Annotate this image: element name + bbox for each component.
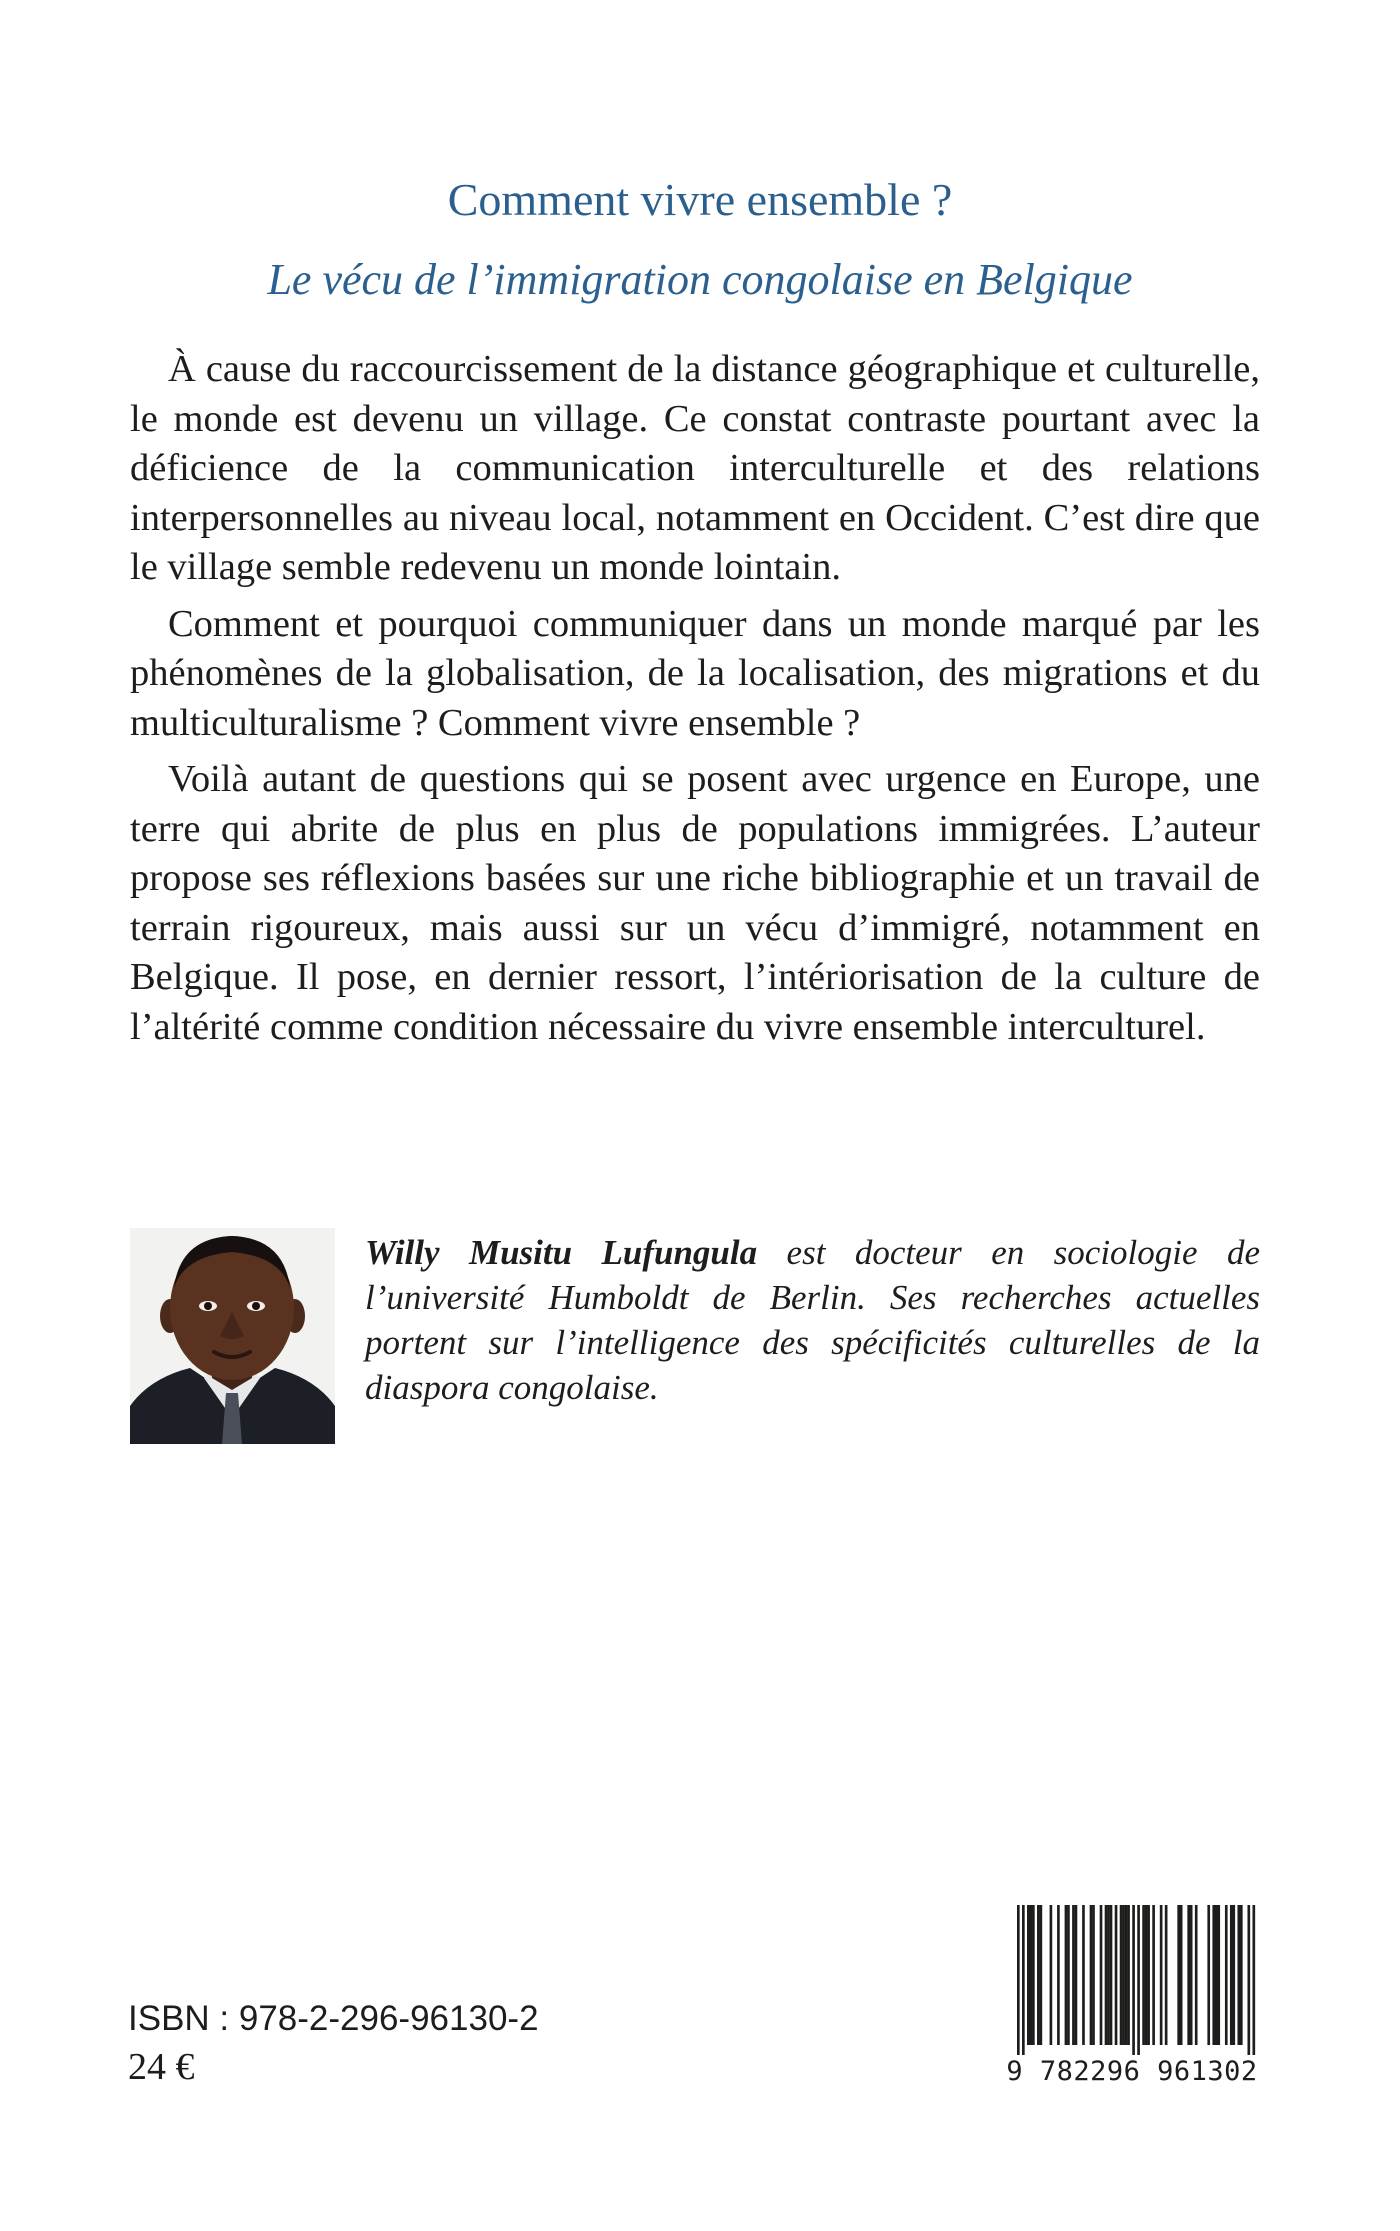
barcode-bar <box>1107 1905 1110 2045</box>
barcode-bar <box>1207 1905 1210 2045</box>
barcode-bar <box>1092 1905 1095 2045</box>
barcode-bar <box>1082 1905 1085 2045</box>
barcode-bar <box>1040 1905 1043 2045</box>
barcode-bar <box>1237 1905 1240 2045</box>
author-bio <box>365 1230 1260 1410</box>
barcode-bar <box>1125 1905 1128 2045</box>
barcode-bar <box>1252 1905 1255 2055</box>
barcode-bar <box>1212 1905 1215 2045</box>
barcode-bar <box>1037 1905 1040 2045</box>
barcode-bar <box>1217 1905 1220 2045</box>
barcode-bar <box>1022 1905 1025 2055</box>
barcode-bar <box>1075 1905 1078 2045</box>
barcode-bar <box>1067 1905 1070 2045</box>
author-photo <box>130 1228 335 1444</box>
barcode-bar <box>1195 1905 1198 2045</box>
barcode-bar <box>1132 1905 1135 2055</box>
barcode-bar <box>1127 1905 1130 2045</box>
barcode-bar <box>1065 1905 1068 2045</box>
book-subtitle: Le vécu de l’immigration congolaise en Belgique <box>267 255 1133 304</box>
book-title: Comment vivre ensemble ? <box>447 174 953 225</box>
barcode-bar <box>1187 1905 1190 2045</box>
barcode-bar <box>1030 1905 1033 2045</box>
barcode-bar <box>1137 1905 1140 2055</box>
summary-paragraph-1: À cause du raccourcissement de la distance géographique et culturelle, le monde est devenu un village. Ce constat contraste pourtant avec la déficience de la communication interculturelle et des relations interpersonnelles au niveau local, notamment en Occident. C’est dire que le village semble redevenu un monde lointain. <box>130 348 1260 588</box>
barcode-bar <box>1190 1905 1193 2045</box>
barcode <box>1003 1905 1261 2095</box>
barcode-bar <box>1072 1905 1075 2045</box>
barcode-bar <box>1032 1905 1035 2045</box>
barcode-bar <box>1230 1905 1233 2045</box>
isbn-number: ISBN : 978-2-296-96130-2 <box>128 1999 539 2038</box>
barcode-bar <box>1240 1905 1243 2045</box>
barcode-bar <box>1027 1905 1030 2045</box>
barcode-bar <box>1115 1905 1118 2045</box>
barcode-bar <box>1147 1905 1150 2045</box>
price-label: 24 € <box>128 2046 195 2088</box>
barcode-bar <box>1145 1905 1148 2045</box>
summary-paragraph-2: Comment et pourquoi communiquer dans un monde marqué par les phénomènes de la globalisation, de la localisation, des migrations et du multiculturalisme ? Comment vivre ensemble ? <box>130 602 1260 744</box>
barcode-bar <box>1050 1905 1053 2045</box>
barcode-bar <box>1105 1905 1108 2045</box>
barcode-bar <box>1100 1905 1103 2045</box>
barcode-bar <box>1017 1905 1020 2055</box>
barcode-bar <box>1225 1905 1228 2045</box>
summary-paragraph-3: Voilà autant de questions qui se posent avec urgence en Europe, une terre qui abrite de plus en plus de populations immigrées. L’auteur propose ses réflexions basées sur une riche bibliographie et un travail de terrain rigoureux, mais aussi sur un vécu d’immigré, notamment en Belgique. Il pose, en dernier ressort, l’intériorisation de la culture de l’altérité comme condition nécessaire du vivre ensemble interculturel. <box>130 758 1260 1048</box>
barcode-bar <box>1142 1905 1145 2045</box>
barcode-bar <box>1120 1905 1123 2045</box>
author-name: Willy Musitu Lufungula <box>365 1233 758 1272</box>
summary-text <box>130 345 1260 1052</box>
barcode-bar <box>1110 1905 1113 2045</box>
barcode-digits: 9 782296 961302 <box>1006 2056 1258 2087</box>
barcode-bar <box>1180 1905 1183 2045</box>
barcode-bar <box>1247 1905 1250 2055</box>
barcode-bar <box>1122 1905 1125 2045</box>
barcode-bar <box>1057 1905 1060 2045</box>
barcode-bar <box>1215 1905 1218 2045</box>
barcode-bar <box>1165 1905 1168 2045</box>
author-bio-text: est docteur en sociologie de l’université Humboldt de Berlin. Ses recherches actuelles portent sur l’intelligence des spécificités culturelles de la diaspora congolaise. <box>365 1233 1260 1407</box>
barcode-bar <box>1152 1905 1155 2045</box>
barcode-bar <box>1177 1905 1180 2045</box>
barcode-bar <box>1090 1905 1093 2045</box>
barcode-bar <box>1160 1905 1163 2045</box>
barcode-bars <box>1003 1905 1261 2055</box>
barcode-bar <box>1232 1905 1235 2045</box>
